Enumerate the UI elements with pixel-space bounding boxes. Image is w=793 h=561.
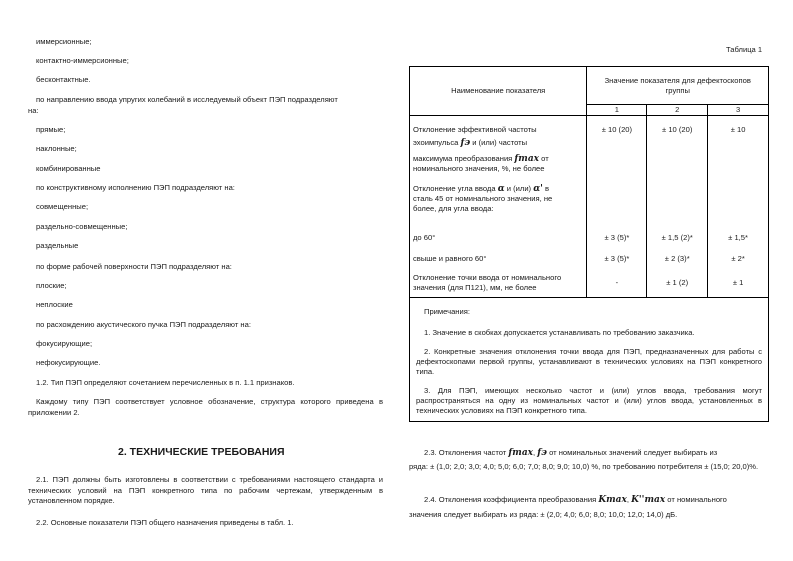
list-item: раздельные [36, 241, 79, 250]
note-2: 2. Конкретные значения отклонения точки ввода для ПЭП, предназначенных для работы с дефектоскопами первой группы, устанавливают в технических условиях на ПЭП конкретного типа. [416, 347, 762, 376]
list-item: наклонные; [36, 144, 77, 153]
row5-line-a: Отклонение точки ввода от номинального [413, 273, 562, 283]
row5-value-g3: ± 1 [708, 270, 769, 298]
list-item: фокусирующие; [36, 339, 93, 348]
section-title: 2. ТЕХНИЧЕСКИЕ ТРЕБОВАНИЯ [118, 446, 285, 458]
paragraph-2-2: 2.2. Основные показатели ПЭП общего назначения приведены в табл. 1. [36, 518, 294, 527]
row2-line-b: сталь 45 от номинального значения, не [413, 194, 553, 203]
row1-value-g3: ± 10 [708, 116, 769, 228]
symbol-fmax: fmax [508, 448, 534, 458]
list-item: контактно-иммерсионные; [36, 56, 129, 65]
table-header-value: Значение показателя для дефектоскопов группы [587, 67, 769, 105]
list-heading: по конструктивному исполнению ПЭП подразделяют на: [36, 183, 235, 192]
group-3-header: 3 [708, 105, 769, 116]
note-3: 3. Для ПЭП, имеющих несколько частот и (или) углов ввода, требования могут распространяться на одну из номинальных частот и (или) углов ввода, установленных в технических условиях на ПЭП конкретного типа. [416, 386, 762, 415]
row3-label: до 60° [410, 228, 587, 248]
paragraph-2-4-rest: значения следует выбирать из ряда: ± (2,0; 4,0; 6,0; 8,0; 10,0; 12,0; 14,0) дБ. [409, 510, 678, 519]
row3-value-g3: ± 1,5* [708, 228, 769, 248]
list-heading: по направлению ввода упругих колебаний в исследуемый объект ПЭП подразделяют [36, 95, 338, 104]
paragraph-1-3: Каждому типу ПЭП соответствует условное обозначение, структура которого приведена в приложении 2. [28, 397, 383, 417]
row2-line-a: Отклонение угла ввода α и (или) α' в [413, 184, 550, 194]
list-item: иммерсионные; [36, 37, 92, 46]
row1-line-a: Отклонение эффективной частоты [413, 125, 537, 134]
list-item: бесконтактные. [36, 75, 91, 84]
paragraph-1-2: 1.2. Тип ПЭП определяют сочетанием перечисленных в п. 1.1 признаков. [36, 378, 295, 387]
row5-value-g1: - [587, 270, 647, 298]
symbol-fe: fэ [537, 448, 547, 458]
list-item: совмещенные; [36, 202, 89, 211]
list-heading: по форме рабочей поверхности ПЭП подразделяют на: [36, 262, 232, 271]
table-caption: Таблица 1 [726, 45, 763, 54]
row1-line-b: эхоимпульса fэ и (или) частоты [413, 138, 528, 148]
list-item: прямые; [36, 125, 66, 134]
row3-value-g2: ± 1,5 (2)* [647, 228, 708, 248]
list-item: плоские; [36, 281, 67, 290]
table-row [410, 228, 769, 248]
row1-value-g1: ± 10 (20) [587, 116, 647, 228]
notes-title: Примечания: [424, 307, 470, 316]
row4-value-g3: ± 2* [708, 248, 769, 270]
table-row [410, 270, 769, 298]
list-item: нефокусирующие. [36, 358, 101, 367]
list-heading: по расхождению акустического пучка ПЭП подразделяют на: [36, 320, 251, 329]
row2-line-c: более, для угла ввода: [413, 204, 494, 213]
row1-line-c: максимума преобразования fmax от [413, 154, 549, 164]
symbol-alpha-prime: α' [533, 184, 543, 194]
row4-value-g1: ± 3 (5)* [587, 248, 647, 270]
symbol-fe: fэ [460, 138, 471, 148]
paragraph-2-1: 2.1. ПЭП должны быть изготовлены в соответствии с требованиями настоящего стандарта и технических условий на ПЭП конкретного типа по рабочим чертежам, утвержденным в установленном порядке. [28, 475, 383, 505]
symbol-kmax-2: K''max [631, 495, 666, 505]
list-item: комбинированные [36, 164, 101, 173]
note-1: 1. Значение в скобках допускается устанавливать по требованию заказчика. [424, 328, 695, 337]
group-2-header: 2 [647, 105, 708, 116]
table-header-name: Наименование показателя [410, 67, 587, 116]
list-heading-cont: на: [28, 106, 39, 115]
row5-value-g2: ± 1 (2) [647, 270, 708, 298]
row3-value-g1: ± 3 (5)* [587, 228, 647, 248]
row5-line-b: значения (для П121), мм, не более [413, 283, 537, 293]
group-1-header: 1 [587, 105, 647, 116]
table-row [410, 116, 769, 228]
symbol-kmax: Kmax [598, 495, 627, 505]
row1-line-d: номинального значения, %, не более [413, 164, 545, 173]
row1-value-g2: ± 10 (20) [647, 116, 708, 228]
table-row [410, 248, 769, 270]
list-item: раздельно-совмещенные; [36, 222, 128, 231]
symbol-fmax: fmax [514, 154, 540, 164]
table-notes [409, 298, 769, 422]
paragraph-2-3-rest: ряда: ± (1,0; 2,0; 3,0; 4,0; 5,0; 6,0; 7,0; 8,0; 9,0; 10,0) %, по требованию потребителя ± (15,0; 20,0)%. [409, 462, 759, 471]
symbol-alpha: α [497, 184, 505, 194]
row4-label: свыше и равного 60° [410, 248, 587, 270]
paragraph-2-4-line1: 2.4. Отклонения коэффициента преобразования Kmax, K''max от номинального [424, 495, 727, 505]
spec-table [409, 66, 769, 298]
paragraph-2-3-line1: 2.3. Отклонения частот fmax, fэ от номинальных значений следует выбирать из [424, 448, 718, 458]
list-item: неплоские [36, 300, 73, 309]
row4-value-g2: ± 2 (3)* [647, 248, 708, 270]
